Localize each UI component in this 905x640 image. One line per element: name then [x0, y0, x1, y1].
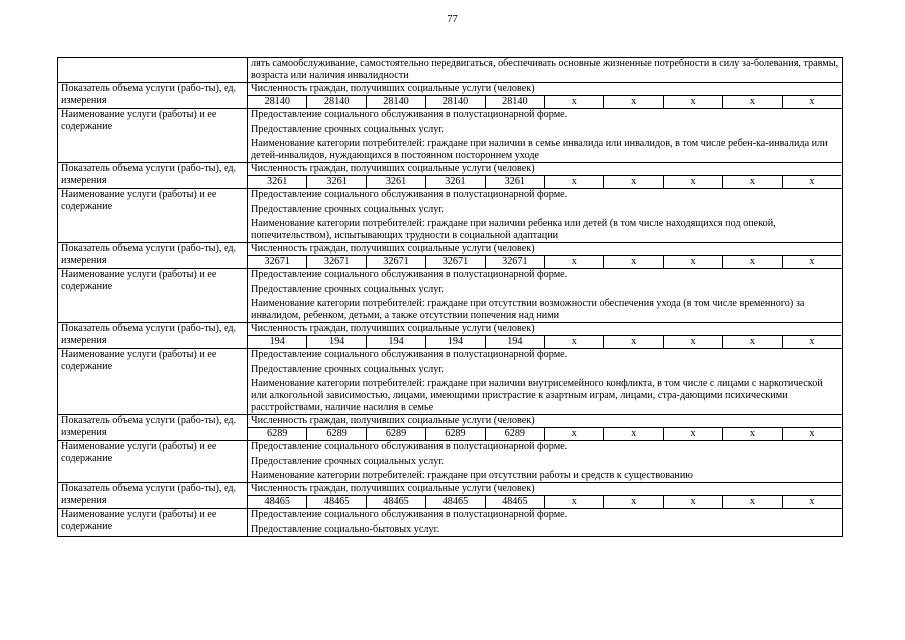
- table-row-service: [58, 441, 843, 483]
- page-number: 77: [447, 14, 458, 25]
- table-row-service: [58, 269, 843, 323]
- volume-value-cell: x: [604, 427, 663, 440]
- volume-indicator-label: Показатель объема услуги (рабо-ты), ед. измерения: [58, 83, 248, 109]
- volume-value-cell: 6289: [426, 427, 485, 440]
- volume-value-cell: 3261: [367, 175, 426, 188]
- volume-value-cell: x: [545, 335, 604, 348]
- table-row-service: [58, 109, 843, 163]
- volume-value-cell: x: [783, 175, 841, 188]
- volume-value-cell: x: [723, 495, 782, 508]
- volume-value-cell: x: [783, 335, 841, 348]
- service-description-line: Предоставление срочных социальных услуг.: [251, 455, 444, 467]
- volume-value-cell: x: [723, 335, 782, 348]
- volume-indicator-label: Показатель объема услуги (рабо-ты), ед. измерения: [58, 243, 248, 269]
- volume-value-cell: 32671: [248, 255, 307, 268]
- service-description-cell: [248, 509, 843, 537]
- volume-value-cell: 6289: [307, 427, 366, 440]
- volume-content-cell: [248, 415, 843, 441]
- volume-value-cell: x: [723, 427, 782, 440]
- service-description-cell: [248, 109, 843, 163]
- volume-value-cell: 28140: [486, 95, 545, 108]
- service-description-line: Предоставление социального обслуживания в полустационарной форме.: [251, 349, 568, 360]
- service-description-line: Предоставление социального обслуживания в полустационарной форме.: [251, 109, 568, 120]
- volume-value-cell: 28140: [426, 95, 485, 108]
- volume-value-cell: x: [664, 495, 723, 508]
- table-row-volume: [58, 483, 843, 509]
- volume-header: Численность граждан, получивших социальные услуги (человек): [251, 243, 535, 254]
- service-name-label: Наименование услуги (работы) и ее содержание: [58, 349, 248, 415]
- service-description-cell: [248, 349, 843, 415]
- volume-value-cell: x: [545, 95, 604, 108]
- volume-value-cell: x: [545, 255, 604, 268]
- volume-value-cell: x: [723, 95, 782, 108]
- volume-value-cell: 28140: [307, 95, 366, 108]
- volume-value-cell: x: [664, 335, 723, 348]
- volume-header: Численность граждан, получивших социальные услуги (человек): [251, 323, 535, 334]
- volume-value-cell: 194: [367, 335, 426, 348]
- volume-value-cell: 48465: [367, 495, 426, 508]
- service-name-label: Наименование услуги (работы) и ее содержание: [58, 441, 248, 483]
- volume-value-cell: x: [664, 175, 723, 188]
- volume-content-cell: [248, 163, 843, 189]
- service-description-line: Предоставление срочных социальных услуг.: [251, 283, 444, 295]
- volume-value-cell: 6289: [248, 427, 307, 440]
- volume-value-cell: x: [604, 95, 663, 108]
- volume-values-row: [248, 175, 841, 188]
- volume-value-cell: x: [783, 95, 841, 108]
- service-description-line: Наименование категории потребителей: граждане при наличии ребенка или детей (в том числе находящихся под опекой, попечительством), испытывающих трудности в социальной адаптации: [251, 218, 776, 241]
- volume-value-cell: x: [545, 427, 604, 440]
- service-description-line: Предоставление социального обслуживания в полустационарной форме.: [251, 189, 568, 200]
- service-description-line: Предоставление социального обслуживания в полустационарной форме.: [251, 269, 568, 280]
- volume-value-cell: 3261: [307, 175, 366, 188]
- volume-indicator-label: Показатель объема услуги (рабо-ты), ед. измерения: [58, 483, 248, 509]
- volume-values-row: [248, 255, 841, 268]
- service-description-line: Наименование категории потребителей: граждане при наличии внутрисемейного конфликта, в том числе с лицами с наркотической или алкогольной зависимостью, лицами, имеющими пристрастие к азартным играм, лицами, стра-дающими психическими расстройствами, наличие насилия в семье: [251, 378, 823, 413]
- service-description-line: Наименование категории потребителей: граждане при отсутствии возможности обеспечения ухода (в том числе временного) за инвалидом, ребенком, детьми, а также отсутствии попечения над ними: [251, 298, 805, 321]
- volume-value-cell: 32671: [307, 255, 366, 268]
- service-description-line: Наименование категории потребителей: граждане при наличии в семье инвалида или инвалидов, в том числе ребен-ка-инвалида или детей-инвалидов, нуждающихся в постоянном постороннем уходе: [251, 138, 828, 161]
- volume-indicator-label: Показатель объема услуги (рабо-ты), ед. измерения: [58, 323, 248, 349]
- volume-content-cell: [248, 83, 843, 109]
- volume-value-cell: x: [604, 255, 663, 268]
- volume-content-cell: [248, 243, 843, 269]
- volume-header: Численность граждан, получивших социальные услуги (человек): [251, 415, 535, 426]
- volume-value-cell: x: [545, 495, 604, 508]
- service-name-label: Наименование услуги (работы) и ее содержание: [58, 189, 248, 243]
- service-name-label: Наименование услуги (работы) и ее содержание: [58, 509, 248, 537]
- volume-value-cell: 6289: [486, 427, 545, 440]
- table-row-service: [58, 189, 843, 243]
- volume-content-cell: [248, 483, 843, 509]
- volume-value-cell: 194: [307, 335, 366, 348]
- table-row-volume: [58, 415, 843, 441]
- volume-indicator-label: Показатель объема услуги (рабо-ты), ед. измерения: [58, 415, 248, 441]
- table-row-volume: [58, 83, 843, 109]
- table-row-continuation: [58, 58, 843, 83]
- volume-value-cell: x: [783, 495, 841, 508]
- volume-value-cell: 28140: [367, 95, 426, 108]
- volume-value-cell: 194: [426, 335, 485, 348]
- table-row-volume: [58, 323, 843, 349]
- volume-value-cell: x: [664, 255, 723, 268]
- volume-value-cell: x: [604, 335, 663, 348]
- volume-values-row: [248, 95, 841, 108]
- volume-indicator-label: Показатель объема услуги (рабо-ты), ед. измерения: [58, 163, 248, 189]
- volume-values-row: [248, 335, 841, 348]
- volume-value-cell: 194: [248, 335, 307, 348]
- volume-content-cell: [248, 323, 843, 349]
- service-description-line: Предоставление срочных социальных услуг.: [251, 363, 444, 375]
- volume-value-cell: x: [664, 95, 723, 108]
- volume-value-cell: 194: [486, 335, 545, 348]
- volume-values-row: [248, 427, 841, 440]
- volume-value-cell: x: [604, 495, 663, 508]
- volume-value-cell: 3261: [248, 175, 307, 188]
- continuation-text: лять самообслуживание, самостоятельно передвигаться, обеспечивать основные жизненные потребности в силу за-болевания, травмы, возраста или наличия инвалидности: [248, 58, 843, 83]
- table-row-service: [58, 349, 843, 415]
- volume-values-row: [248, 495, 841, 508]
- volume-value-cell: x: [723, 175, 782, 188]
- service-description-line: Предоставление социально-бытовых услуг.: [251, 523, 440, 535]
- service-description-line: Предоставление социального обслуживания в полустационарной форме.: [251, 509, 568, 520]
- volume-value-cell: 28140: [248, 95, 307, 108]
- volume-value-cell: x: [783, 255, 841, 268]
- volume-header: Численность граждан, получивших социальные услуги (человек): [251, 483, 535, 494]
- volume-value-cell: x: [783, 427, 841, 440]
- service-description-cell: [248, 269, 843, 323]
- volume-value-cell: x: [545, 175, 604, 188]
- volume-header: Численность граждан, получивших социальные услуги (человек): [251, 83, 535, 94]
- table-row-volume: [58, 243, 843, 269]
- service-name-label: Наименование услуги (работы) и ее содержание: [58, 269, 248, 323]
- volume-value-cell: 3261: [426, 175, 485, 188]
- volume-value-cell: 3261: [486, 175, 545, 188]
- volume-value-cell: 48465: [307, 495, 366, 508]
- volume-value-cell: x: [723, 255, 782, 268]
- volume-value-cell: 32671: [486, 255, 545, 268]
- empty-label-cell: [58, 58, 248, 83]
- service-description-line: Предоставление срочных социальных услуг.: [251, 203, 444, 215]
- volume-value-cell: 32671: [426, 255, 485, 268]
- volume-value-cell: x: [604, 175, 663, 188]
- service-description-cell: [248, 189, 843, 243]
- volume-value-cell: 32671: [367, 255, 426, 268]
- volume-header: Численность граждан, получивших социальные услуги (человек): [251, 163, 535, 174]
- service-name-label: Наименование услуги (работы) и ее содержание: [58, 109, 248, 163]
- volume-value-cell: 48465: [248, 495, 307, 508]
- table-row-volume: [58, 163, 843, 189]
- services-table: [57, 57, 843, 537]
- volume-value-cell: 6289: [367, 427, 426, 440]
- volume-value-cell: 48465: [486, 495, 545, 508]
- volume-value-cell: x: [664, 427, 723, 440]
- volume-value-cell: 48465: [426, 495, 485, 508]
- table-row-service: [58, 509, 843, 537]
- service-description-line: Предоставление срочных социальных услуг.: [251, 123, 444, 135]
- service-description-line: Предоставление социального обслуживания в полустационарной форме.: [251, 441, 568, 452]
- service-description-line: Наименование категории потребителей: граждане при отсутствии работы и средств к существованию: [251, 470, 693, 481]
- service-description-cell: [248, 441, 843, 483]
